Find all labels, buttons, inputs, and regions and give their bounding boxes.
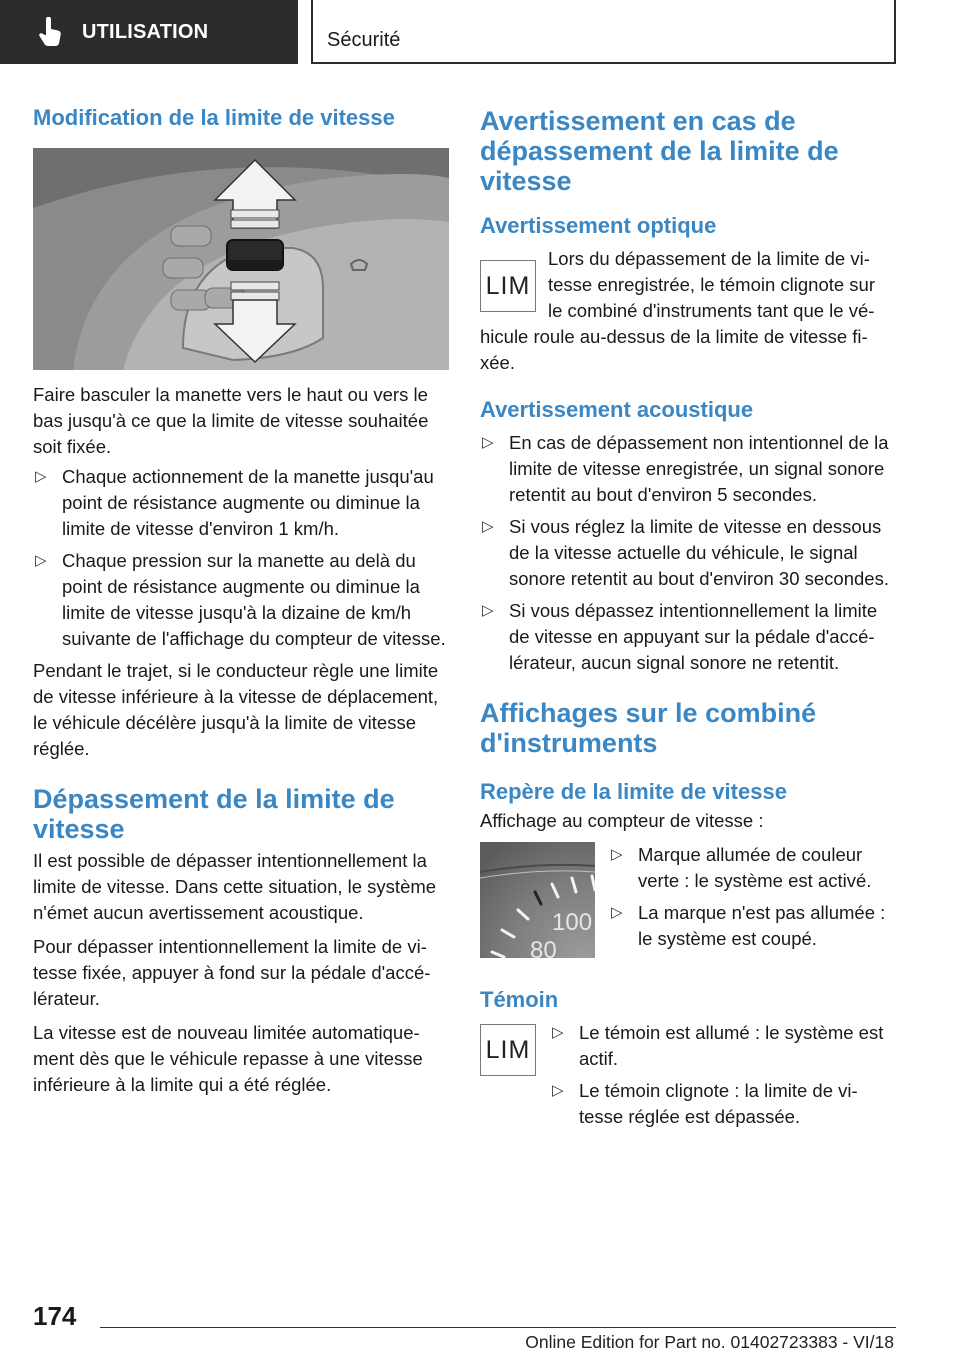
optique-block: [480, 246, 892, 376]
bullet-list: [609, 842, 892, 958]
heading-affichages: Affichages sur le combiné d'instruments: [480, 698, 817, 758]
triangle-bullet-icon: ▷: [35, 552, 47, 569]
page-number: 174: [33, 1301, 77, 1331]
speedometer-image: [480, 842, 595, 958]
bullet-list: [33, 464, 449, 652]
bullet-list: [550, 1020, 892, 1136]
hand-pointer-icon: [38, 17, 64, 47]
subheading-temoin: Témoin: [480, 987, 559, 1012]
header-section-tab: [0, 0, 298, 64]
gauge-label-80: 80: [530, 937, 557, 958]
triangle-bullet-icon: ▷: [552, 1024, 564, 1041]
temoin-block: [480, 1020, 892, 1136]
triangle-bullet-icon: ▷: [552, 1082, 564, 1099]
triangle-bullet-icon: ▷: [611, 846, 623, 863]
triangle-bullet-icon: ▷: [611, 904, 623, 921]
paragraph: Pour dépasser intentionnellement la limite de vitesse fixée, appuyer à fond sur la pédale d'accélérateur.: [33, 936, 431, 1009]
gauge-label-100: 100: [552, 909, 593, 936]
list-item: ▷ Si vous dépassez intentionnellement la limite de vitesse en appuyant sur la pédale d'accélérateur, aucun signal sonore ne retentit.: [482, 600, 878, 673]
list-item: ▷ Chaque actionnement de la manette jusqu'au point de résistance augmente ou diminue la limite de vitesse d'environ 1 km/h.: [35, 466, 434, 539]
right-column: [480, 100, 892, 1136]
bullet-list: [480, 430, 892, 676]
paragraph: Lors du dépassement de la limite de vitesse enregistrée, le témoin clignote sur le combiné d'instruments tant que le véhicule roule au-dessus de la limite de vitesse fixée.: [480, 248, 876, 373]
subheading-repere: Repère de la limite de vitesse: [480, 779, 787, 804]
list-item: ▷ La marque n'est pas allumée : le système est coupé.: [611, 902, 886, 949]
speedometer-gauge: [480, 842, 595, 958]
list-item: ▷ Le témoin est allumé : le système est actif.: [552, 1022, 884, 1069]
paragraph: Pendant le trajet, si le conducteur règle une limite de vitesse inférieure à la vitesse de déplacement, le véhicule décélère jusqu'à la limite de vitesse réglée.: [33, 660, 439, 759]
paragraph: La vitesse est de nouveau limitée automatiquement dès que le véhicule repasse à une vitesse inférieure à la limite qui a été réglée.: [33, 1022, 423, 1095]
steering-wheel-image: [33, 148, 449, 370]
triangle-bullet-icon: ▷: [482, 602, 494, 619]
list-item: ▷ Le témoin clignote : la limite de vitesse réglée est dépassée.: [552, 1080, 858, 1127]
paragraph: Affichage au compteur de vitesse :: [480, 810, 764, 831]
steering-wheel-photo: [33, 148, 449, 370]
triangle-bullet-icon: ▷: [482, 434, 494, 451]
paragraph: Faire basculer la manette vers le haut ou vers le bas jusqu'à ce que la limite de vitesse souhaitée soit fixée.: [33, 384, 429, 457]
triangle-bullet-icon: ▷: [35, 468, 47, 485]
list-item: ▷ Marque allumée de couleur verte : le système est activé.: [611, 844, 872, 891]
heading-avertissement: Avertissement en cas de dépassement de la limite de vitesse: [480, 106, 839, 196]
subheading-optique: Avertissement optique: [480, 213, 717, 238]
footer-edition: Online Edition for Part no. 01402723383 - VI/18: [525, 1332, 894, 1352]
paragraph: Il est possible de dépasser intentionnellement la limite de vitesse. Dans cette situation, le système n'émet aucun avertissement acoustique.: [33, 850, 437, 923]
list-item: ▷ Si vous réglez la limite de vitesse en dessous de la vitesse actuelle du véhicule, le signal sonore retentit au bout d'environ 30 secondes.: [482, 516, 889, 589]
section-label: UTILISATION: [82, 20, 209, 43]
header-title-box: [311, 0, 896, 64]
list-item: ▷ En cas de dépassement non intentionnel de la limite de vitesse enregistrée, un signal sonore retentit au bout d'environ 5 secondes.: [482, 432, 889, 505]
triangle-bullet-icon: ▷: [482, 518, 494, 535]
heading-depassement: Dépassement de la limite de vitesse: [33, 784, 395, 844]
lim-indicator-icon: LIM: [480, 260, 536, 312]
left-column: [33, 100, 449, 1098]
repere-block: [480, 842, 892, 958]
subheading-acoustique: Avertissement acoustique: [480, 397, 754, 422]
footer-divider: [100, 1327, 896, 1328]
heading-modification: Modification de la limite de vitesse: [33, 105, 395, 130]
list-item: ▷ Chaque pression sur la manette au delà du point de résistance augmente ou diminue la limite de vitesse jusqu'à la dizaine de km/h suivante de l'affichage du compteur de vitesse.: [35, 550, 446, 649]
lim-indicator-icon: LIM: [480, 1024, 536, 1076]
page-title: Sécurité: [327, 29, 401, 51]
